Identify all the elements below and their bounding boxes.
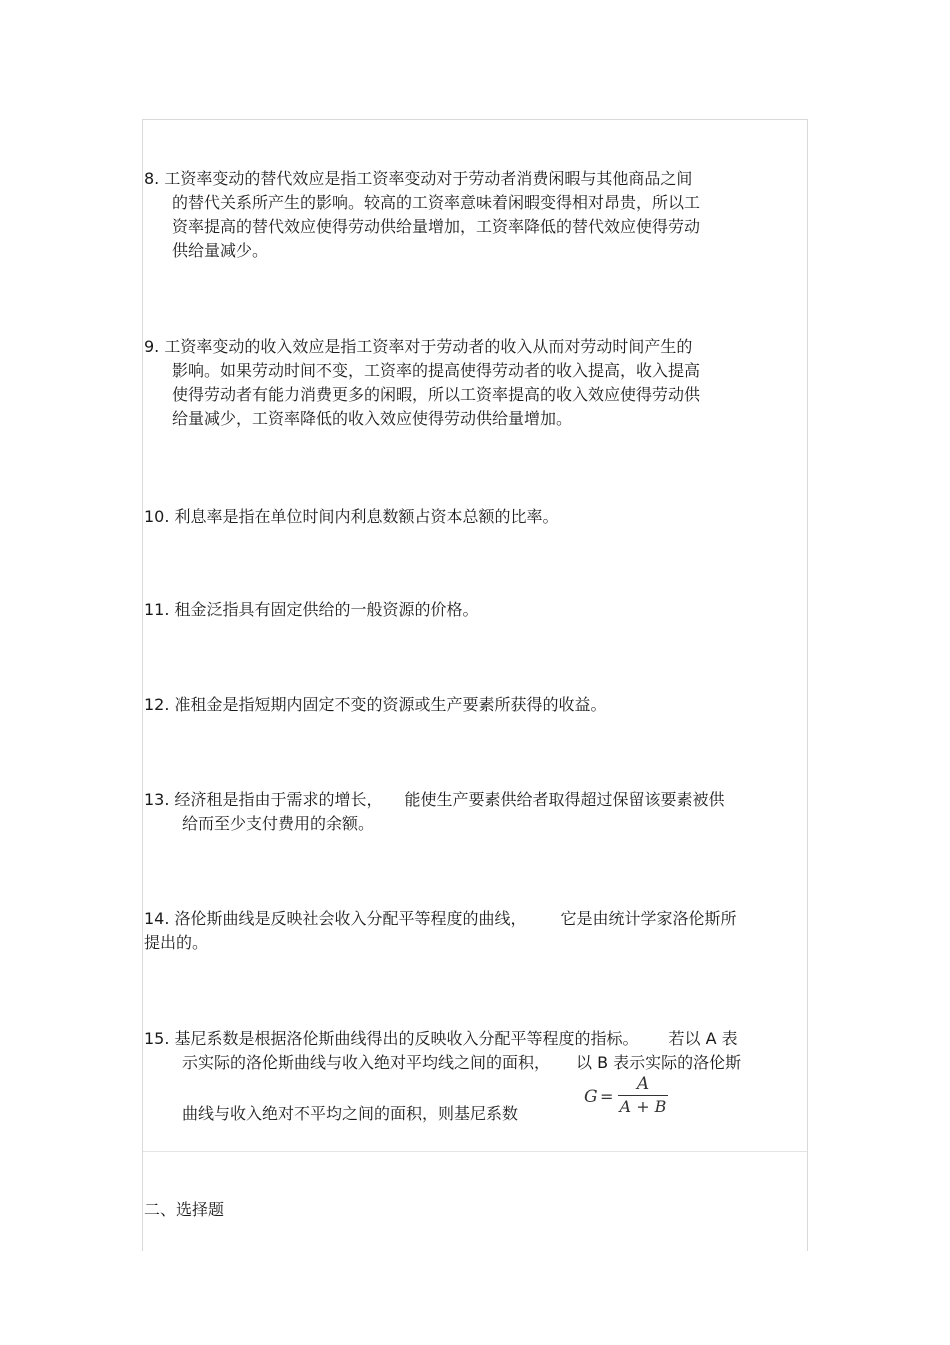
- item-15-line-3: 曲线与收入绝对不平均之间的面积，则基尼系数: [182, 1104, 519, 1123]
- formula-denominator: A + B: [619, 1097, 667, 1116]
- item-14-line-2: 提出的。: [144, 933, 209, 952]
- definition-item-11: [144, 598, 806, 622]
- item-13-line-2: 给而至少支付费用的余额。: [182, 814, 375, 833]
- item-15-line-1-part-b: 若以 A 表: [668, 1029, 738, 1048]
- definition-item-14: [144, 907, 806, 955]
- item-8-line-1: 8. 工资率变动的替代效应是指工资率变动对于劳动者消费闲暇与其他商品之间: [144, 169, 693, 188]
- definition-item-13: [144, 788, 806, 836]
- formula-fraction: [618, 1074, 668, 1117]
- section-title: 二、选择题: [144, 1200, 225, 1219]
- item-14-line-1: [144, 907, 806, 931]
- item-13-line-1-part-b: 能使生产要素供给者取得超过保留该要素被供: [404, 790, 725, 809]
- item-8-line-3: 资率提高的替代效应使得劳动供给量增加，工资率降低的替代效应使得劳动: [172, 217, 701, 236]
- item-15-line-1-part-a: 15. 基尼系数是根据洛伦斯曲线得出的反映收入分配平等程度的指标。: [144, 1029, 639, 1048]
- item-14-line-1-part-a: 14. 洛伦斯曲线是反映社会收入分配平等程度的曲线，: [144, 909, 527, 928]
- item-13-line-1-part-a: 13. 经济租是指由于需求的增长，: [144, 790, 383, 809]
- item-15-line-1: [144, 1027, 806, 1051]
- definition-item-10: [144, 505, 806, 529]
- item-10-line-1: 10. 利息率是指在单位时间内利息数额占资本总额的比率。: [144, 507, 559, 526]
- item-8-line-4: 供给量减少。: [172, 241, 269, 260]
- formula-numerator: A: [636, 1074, 650, 1094]
- item-8-line-2: 的替代关系所产生的影响。较高的工资率意味着闲暇变得相对昂贵，所以工: [172, 193, 701, 212]
- definition-item-12: [144, 693, 806, 717]
- item-9-line-1: 9. 工资率变动的收入效应是指工资率对于劳动者的收入从而对劳动时间产生的: [144, 337, 693, 356]
- item-15-line-2-part-b: 以 B 表示实际的洛伦斯: [576, 1053, 742, 1072]
- fraction-bar: [618, 1095, 668, 1096]
- content-frame: [142, 119, 808, 1152]
- item-13-line-1: [144, 788, 806, 812]
- definition-item-9: [144, 335, 806, 431]
- item-15-line-2: [144, 1051, 806, 1075]
- definition-item-8: [144, 167, 806, 263]
- formula-lhs: G: [584, 1087, 598, 1107]
- definition-item-15: [144, 1027, 806, 1126]
- item-15-line-2-part-a: 示实际的洛伦斯曲线与收入绝对平均线之间的面积，: [182, 1053, 551, 1072]
- item-9-line-2: 影响。如果劳动时间不变，工资率的提高使得劳动者的收入提高，收入提高: [172, 361, 701, 380]
- item-11-line-1: 11. 租金泛指具有固定供给的一般资源的价格。: [144, 600, 479, 619]
- formula-equals: =: [600, 1087, 614, 1106]
- item-9-line-4: 给量减少，工资率降低的收入效应使得劳动供给量增加。: [172, 409, 573, 428]
- item-9-line-3: 使得劳动者有能力消费更多的闲暇，所以工资率提高的收入效应使得劳动供: [172, 385, 701, 404]
- item-12-line-1: 12. 准租金是指短期内固定不变的资源或生产要素所获得的收益。: [144, 695, 607, 714]
- item-14-line-1-part-b: 它是由统计学家洛伦斯所: [560, 909, 737, 928]
- content-frame-lower: [142, 1151, 808, 1251]
- gini-formula: [584, 1074, 684, 1124]
